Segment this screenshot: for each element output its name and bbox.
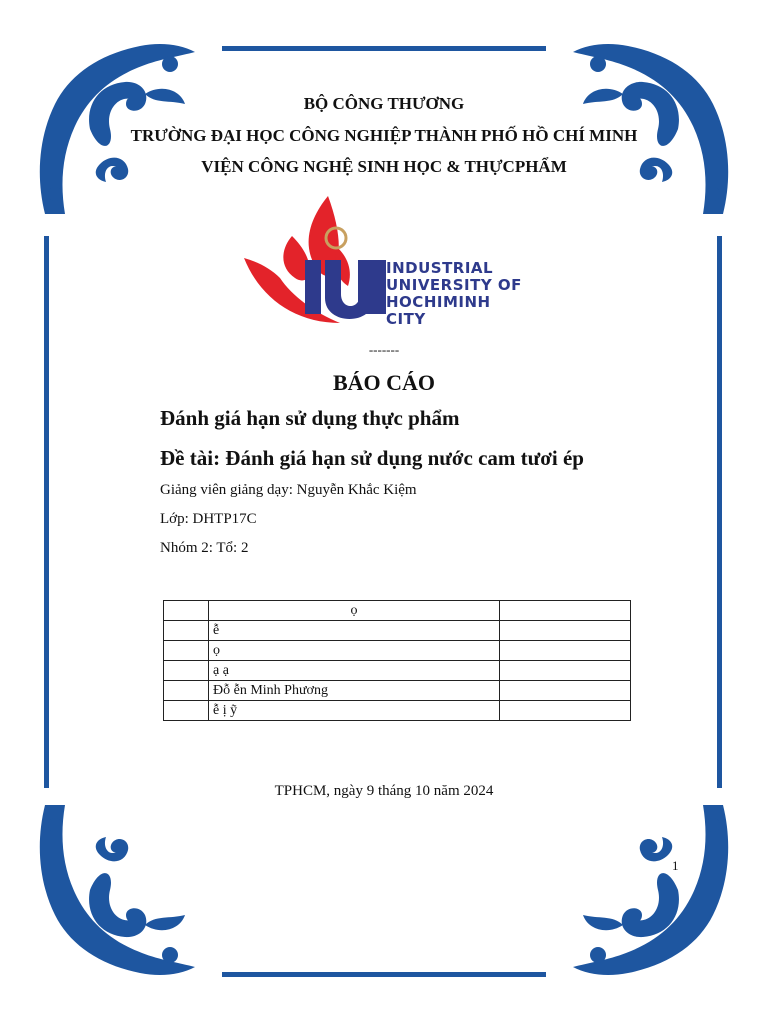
page-number: 1 — [672, 858, 679, 873]
logo-line-3: HOCHIMINH CITY — [386, 293, 491, 328]
logo-text — [386, 260, 530, 328]
table-cell: Đỗ ễn Minh Phương — [209, 681, 500, 701]
table-cell: ọ — [209, 601, 500, 621]
table-cell — [164, 601, 209, 621]
lecturer-line: Giảng viên giảng dạy: Nguyễn Khắc Kiệm — [160, 482, 417, 498]
report-subject: Đánh giá hạn sử dụng thực phẩm — [160, 406, 460, 430]
table-row — [164, 641, 631, 661]
table-cell: ễ — [209, 621, 500, 641]
border-bottom — [222, 972, 546, 977]
table-cell — [500, 621, 631, 641]
university-logo — [240, 188, 530, 333]
table-cell — [500, 701, 631, 721]
report-topic: Đề tài: Đánh giá hạn sử dụng nước cam tươi ép — [160, 446, 584, 470]
table-cell — [500, 641, 631, 661]
table-cell — [500, 601, 631, 621]
corner-ornament-bottom-right — [568, 800, 738, 985]
border-right — [717, 236, 722, 788]
table-cell — [164, 661, 209, 681]
table-row — [164, 621, 631, 641]
institute-name: VIỆN CÔNG NGHỆ SINH HỌC & THỰCPHẨM — [201, 157, 567, 176]
class-line: Lớp: DHTP17C — [160, 511, 257, 527]
university-name: TRƯỜNG ĐẠI HỌC CÔNG NGHIỆP THÀNH PHỐ HỒ CHÍ MINH — [130, 126, 638, 145]
table-cell — [164, 621, 209, 641]
table-cell: ễ ị ỹ — [209, 701, 500, 721]
logo-line-1: INDUSTRIAL — [386, 259, 494, 277]
corner-ornament-bottom-left — [30, 800, 200, 985]
table-cell — [500, 661, 631, 681]
report-title: BÁO CÁO — [332, 370, 436, 395]
ministry-name: BỘ CÔNG THƯƠNG — [303, 94, 465, 113]
place-date: TPHCM, ngày 9 tháng 10 năm 2024 — [274, 783, 494, 799]
table-cell: ọ — [209, 641, 500, 661]
table-cell — [164, 681, 209, 701]
table-row — [164, 701, 631, 721]
border-top — [222, 46, 546, 51]
table-cell — [164, 701, 209, 721]
table-row — [164, 681, 631, 701]
table-cell: ạ ạ — [209, 661, 500, 681]
table-row — [164, 601, 631, 621]
separator: ------- — [368, 342, 400, 357]
logo-line-2: UNIVERSITY OF — [386, 276, 522, 294]
group-line: Nhóm 2: Tổ: 2 — [160, 540, 249, 556]
border-left — [44, 236, 49, 788]
table-cell — [164, 641, 209, 661]
table-cell — [500, 681, 631, 701]
table-row — [164, 661, 631, 681]
members-table — [163, 600, 631, 721]
